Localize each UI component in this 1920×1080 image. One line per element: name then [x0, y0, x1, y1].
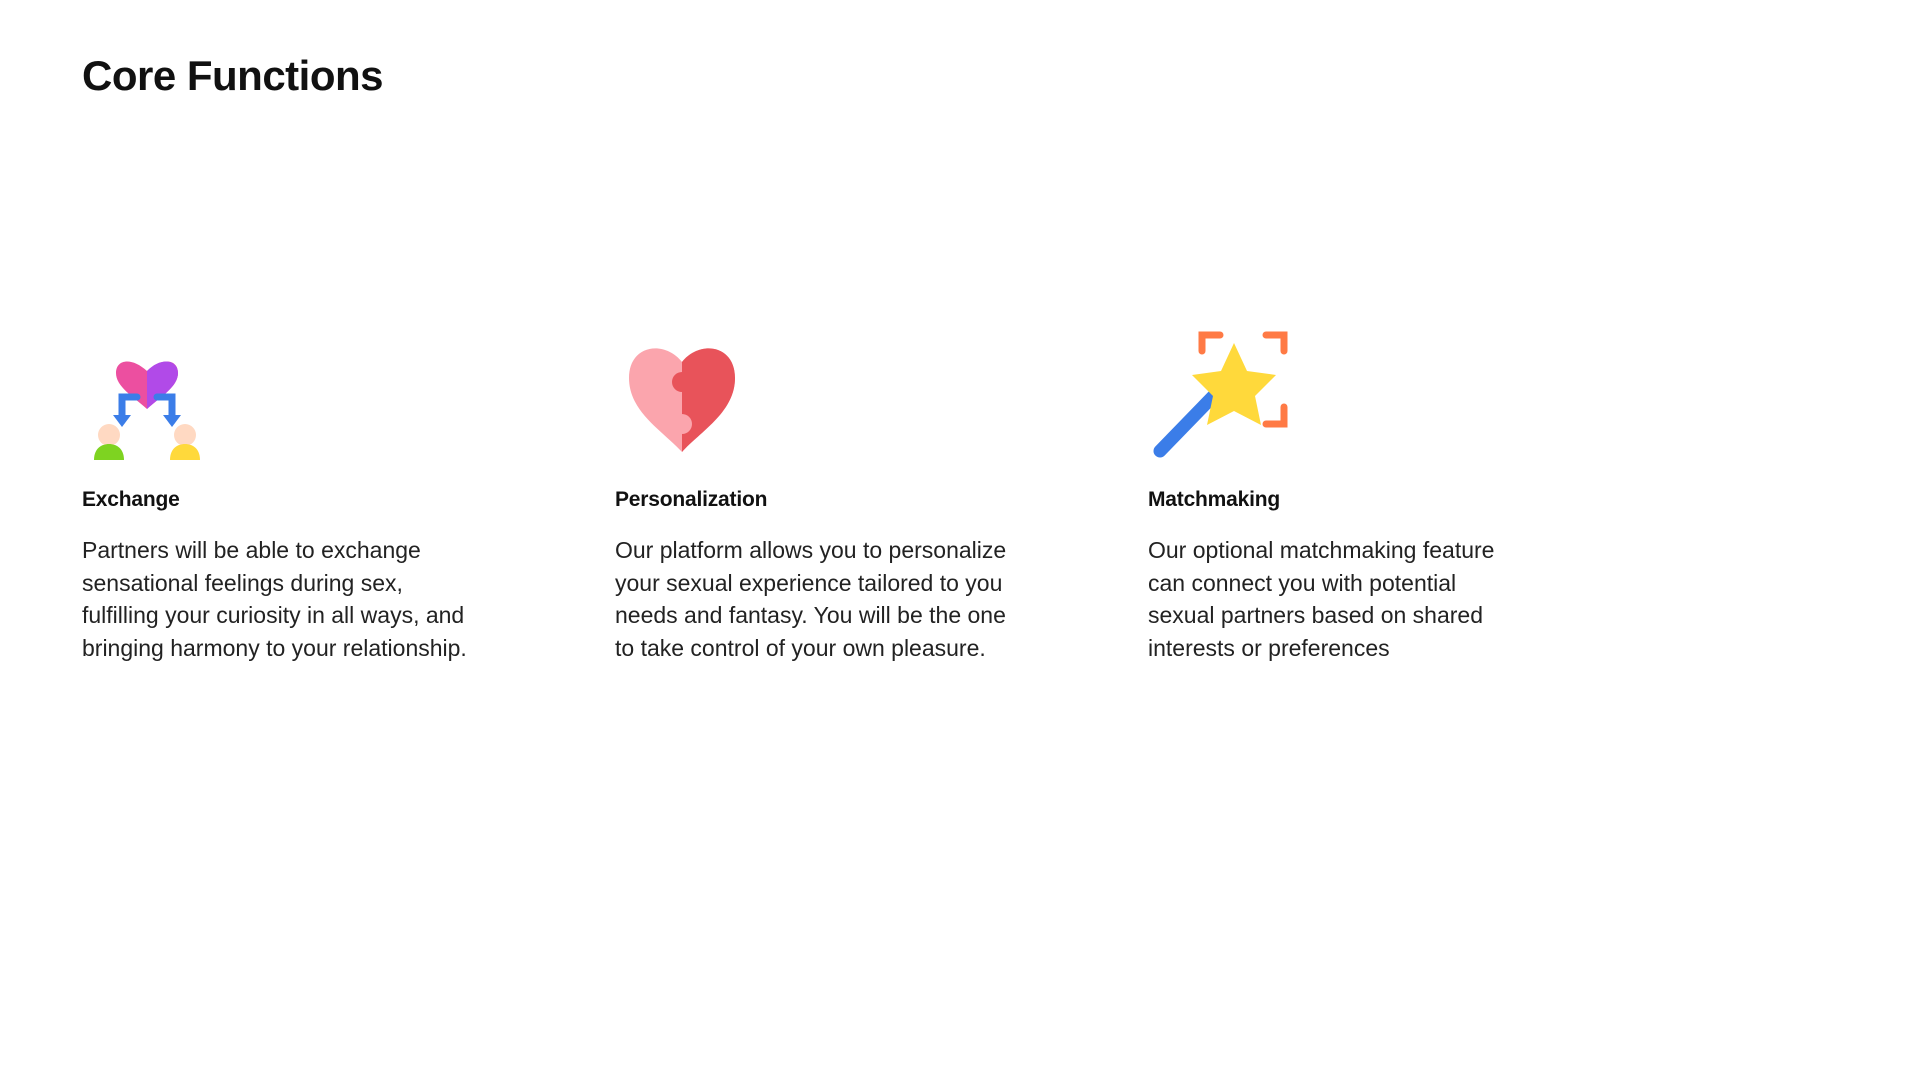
card-body: Our platform allows you to personalize your sexual experience tailored to you needs and fantasy. You will be the one to take control of your own pleasure.: [615, 537, 1007, 661]
cards-row: [82, 310, 1742, 665]
exchange-hearts-icon: [82, 310, 535, 460]
card-matchmaking: [1148, 310, 1681, 665]
card-body: Partners will be able to exchange sensational feelings during sex, fulfilling your curiosity in all ways, and bringing harmony to your relationship.: [82, 537, 467, 661]
magic-wand-icon: [1148, 310, 1601, 460]
card-personalization: [615, 310, 1148, 665]
card-title: Personalization: [615, 488, 768, 511]
card-title: Exchange: [82, 488, 180, 511]
heart-puzzle-icon: [615, 310, 1068, 460]
card-exchange: [82, 310, 615, 665]
card-title: Matchmaking: [1148, 488, 1280, 511]
card-body: Our optional matchmaking feature can connect you with potential sexual partners based on shared interests or preferences: [1148, 537, 1495, 661]
page-title: Core Functions: [82, 52, 384, 99]
